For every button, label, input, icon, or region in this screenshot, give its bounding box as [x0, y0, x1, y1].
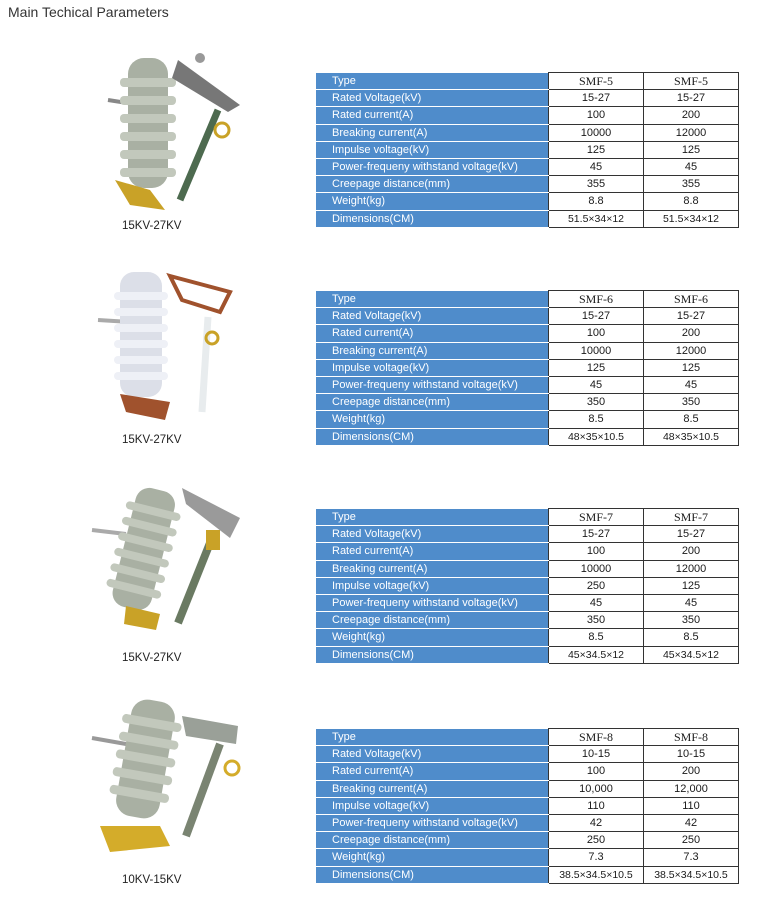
- cell-value: 8.5: [549, 411, 644, 428]
- row-label: Creepage distance(mm): [316, 176, 549, 193]
- row-label: Power-frequeny withstand voltage(kV): [316, 814, 549, 831]
- product-block-4: [0, 696, 764, 906]
- cell-value: 200: [644, 107, 739, 124]
- table-row: [316, 612, 739, 629]
- table-row: [316, 90, 739, 107]
- table-row: [316, 291, 739, 308]
- table-row: [316, 849, 739, 866]
- cell-value: 110: [644, 797, 739, 814]
- row-label: Type: [316, 291, 549, 308]
- spec-table-2: [316, 290, 739, 446]
- cell-value: SMF-7: [644, 509, 739, 526]
- row-label: Weight(kg): [316, 849, 549, 866]
- table-row: [316, 107, 739, 124]
- row-label: Weight(kg): [316, 193, 549, 210]
- table-row: [316, 780, 739, 797]
- cell-value: 355: [549, 176, 644, 193]
- spec-table-body: [316, 73, 739, 228]
- table-row: [316, 797, 739, 814]
- cell-value: 42: [549, 814, 644, 831]
- cell-value: 45: [549, 376, 644, 393]
- row-label: Breaking current(A): [316, 560, 549, 577]
- table-row: [316, 629, 739, 646]
- cell-value: 10,000: [549, 780, 644, 797]
- cell-value: SMF-7: [549, 509, 644, 526]
- cell-value: 12,000: [644, 780, 739, 797]
- table-row: [316, 746, 739, 763]
- table-row: [316, 866, 739, 883]
- row-label: Type: [316, 73, 549, 90]
- row-label: Breaking current(A): [316, 342, 549, 359]
- cell-value: 125: [644, 577, 739, 594]
- cell-value: 38.5×34.5×10.5: [644, 866, 739, 883]
- product-caption: 15KV-27KV: [122, 220, 182, 232]
- row-label: Rated current(A): [316, 763, 549, 780]
- row-label: Rated current(A): [316, 107, 549, 124]
- cell-value: 45: [549, 158, 644, 175]
- row-label: Weight(kg): [316, 629, 549, 646]
- cell-value: 100: [549, 107, 644, 124]
- cell-value: 8.8: [644, 193, 739, 210]
- spec-table-1: [316, 72, 739, 228]
- row-label: Creepage distance(mm): [316, 612, 549, 629]
- spec-table-body: [316, 291, 739, 446]
- cell-value: SMF-5: [549, 73, 644, 90]
- row-label: Dimensions(CM): [316, 428, 549, 445]
- cell-value: 15-27: [549, 526, 644, 543]
- row-label: Breaking current(A): [316, 124, 549, 141]
- table-row: [316, 428, 739, 445]
- table-row: [316, 411, 739, 428]
- cell-value: 15-27: [549, 90, 644, 107]
- table-row: [316, 560, 739, 577]
- table-row: [316, 526, 739, 543]
- row-label: Rated Voltage(kV): [316, 308, 549, 325]
- row-label: Impulse voltage(kV): [316, 141, 549, 158]
- row-label: Weight(kg): [316, 411, 549, 428]
- table-row: [316, 376, 739, 393]
- product-caption: 15KV-27KV: [122, 652, 182, 664]
- cell-value: 45×34.5×12: [644, 646, 739, 663]
- row-label: Rated Voltage(kV): [316, 746, 549, 763]
- table-row: [316, 176, 739, 193]
- table-row: [316, 729, 739, 746]
- cell-value: 10000: [549, 124, 644, 141]
- table-row: [316, 646, 739, 663]
- cell-value: 45: [549, 594, 644, 611]
- cell-value: 15-27: [644, 526, 739, 543]
- page-title: Main Techical Parameters: [8, 4, 169, 20]
- row-label: Power-frequeny withstand voltage(kV): [316, 594, 549, 611]
- table-row: [316, 325, 739, 342]
- cell-value: 200: [644, 543, 739, 560]
- row-label: Dimensions(CM): [316, 646, 549, 663]
- cell-value: 45: [644, 594, 739, 611]
- cell-value: 51.5×34×12: [644, 210, 739, 227]
- cell-value: 100: [549, 325, 644, 342]
- table-row: [316, 763, 739, 780]
- cell-value: 110: [549, 797, 644, 814]
- spec-table-body: [316, 729, 739, 884]
- row-label: Rated current(A): [316, 543, 549, 560]
- row-label: Rated current(A): [316, 325, 549, 342]
- fuse-cutout-photo-3: [90, 478, 260, 638]
- table-row: [316, 342, 739, 359]
- cell-value: SMF-5: [644, 73, 739, 90]
- fuse-cutout-photo-4: [90, 696, 260, 856]
- cell-value: 125: [549, 141, 644, 158]
- row-label: Impulse voltage(kV): [316, 797, 549, 814]
- product-caption: 10KV-15KV: [122, 874, 182, 886]
- spec-table-3: [316, 508, 739, 664]
- cell-value: 125: [644, 141, 739, 158]
- table-row: [316, 210, 739, 227]
- fuse-cutout-photo-2: [90, 262, 260, 422]
- row-label: Type: [316, 509, 549, 526]
- row-label: Creepage distance(mm): [316, 832, 549, 849]
- cell-value: 350: [549, 612, 644, 629]
- cell-value: 7.3: [549, 849, 644, 866]
- table-row: [316, 73, 739, 90]
- row-label: Dimensions(CM): [316, 210, 549, 227]
- cell-value: 12000: [644, 560, 739, 577]
- table-row: [316, 141, 739, 158]
- cell-value: 10-15: [644, 746, 739, 763]
- product-block-2: [0, 262, 764, 472]
- row-label: Breaking current(A): [316, 780, 549, 797]
- cell-value: 100: [549, 763, 644, 780]
- cell-value: 8.8: [549, 193, 644, 210]
- cell-value: SMF-8: [644, 729, 739, 746]
- cell-value: 7.3: [644, 849, 739, 866]
- table-row: [316, 509, 739, 526]
- row-label: Dimensions(CM): [316, 866, 549, 883]
- cell-value: 45: [644, 376, 739, 393]
- row-label: Rated Voltage(kV): [316, 526, 549, 543]
- table-row: [316, 394, 739, 411]
- cell-value: 12000: [644, 124, 739, 141]
- row-label: Impulse voltage(kV): [316, 577, 549, 594]
- cell-value: 38.5×34.5×10.5: [549, 866, 644, 883]
- cell-value: 8.5: [644, 411, 739, 428]
- table-row: [316, 832, 739, 849]
- cell-value: 10000: [549, 560, 644, 577]
- table-row: [316, 124, 739, 141]
- row-label: Impulse voltage(kV): [316, 359, 549, 376]
- product-block-3: [0, 478, 764, 688]
- cell-value: 355: [644, 176, 739, 193]
- cell-value: 250: [549, 577, 644, 594]
- row-label: Power-frequeny withstand voltage(kV): [316, 376, 549, 393]
- product-caption: 15KV-27KV: [122, 434, 182, 446]
- cell-value: SMF-6: [549, 291, 644, 308]
- table-row: [316, 193, 739, 210]
- cell-value: 8.5: [549, 629, 644, 646]
- cell-value: 15-27: [644, 308, 739, 325]
- cell-value: SMF-6: [644, 291, 739, 308]
- spec-table-4: [316, 728, 739, 884]
- table-row: [316, 308, 739, 325]
- cell-value: 350: [644, 612, 739, 629]
- cell-value: 45×34.5×12: [549, 646, 644, 663]
- cell-value: 10-15: [549, 746, 644, 763]
- spec-table-body: [316, 509, 739, 664]
- cell-value: 100: [549, 543, 644, 560]
- cell-value: 350: [549, 394, 644, 411]
- cell-value: 10000: [549, 342, 644, 359]
- cell-value: 45: [644, 158, 739, 175]
- cell-value: 200: [644, 325, 739, 342]
- cell-value: 12000: [644, 342, 739, 359]
- cell-value: 125: [549, 359, 644, 376]
- cell-value: 15-27: [644, 90, 739, 107]
- row-label: Creepage distance(mm): [316, 394, 549, 411]
- cell-value: 48×35×10.5: [644, 428, 739, 445]
- cell-value: 350: [644, 394, 739, 411]
- cell-value: 15-27: [549, 308, 644, 325]
- cell-value: SMF-8: [549, 729, 644, 746]
- cell-value: 125: [644, 359, 739, 376]
- cell-value: 250: [644, 832, 739, 849]
- product-block-1: [0, 50, 764, 260]
- row-label: Type: [316, 729, 549, 746]
- cell-value: 51.5×34×12: [549, 210, 644, 227]
- table-row: [316, 543, 739, 560]
- table-row: [316, 814, 739, 831]
- row-label: Power-frequeny withstand voltage(kV): [316, 158, 549, 175]
- table-row: [316, 158, 739, 175]
- cell-value: 48×35×10.5: [549, 428, 644, 445]
- fuse-cutout-photo-1: [90, 50, 260, 210]
- table-row: [316, 577, 739, 594]
- cell-value: 200: [644, 763, 739, 780]
- cell-value: 8.5: [644, 629, 739, 646]
- cell-value: 42: [644, 814, 739, 831]
- cell-value: 250: [549, 832, 644, 849]
- row-label: Rated Voltage(kV): [316, 90, 549, 107]
- table-row: [316, 594, 739, 611]
- table-row: [316, 359, 739, 376]
